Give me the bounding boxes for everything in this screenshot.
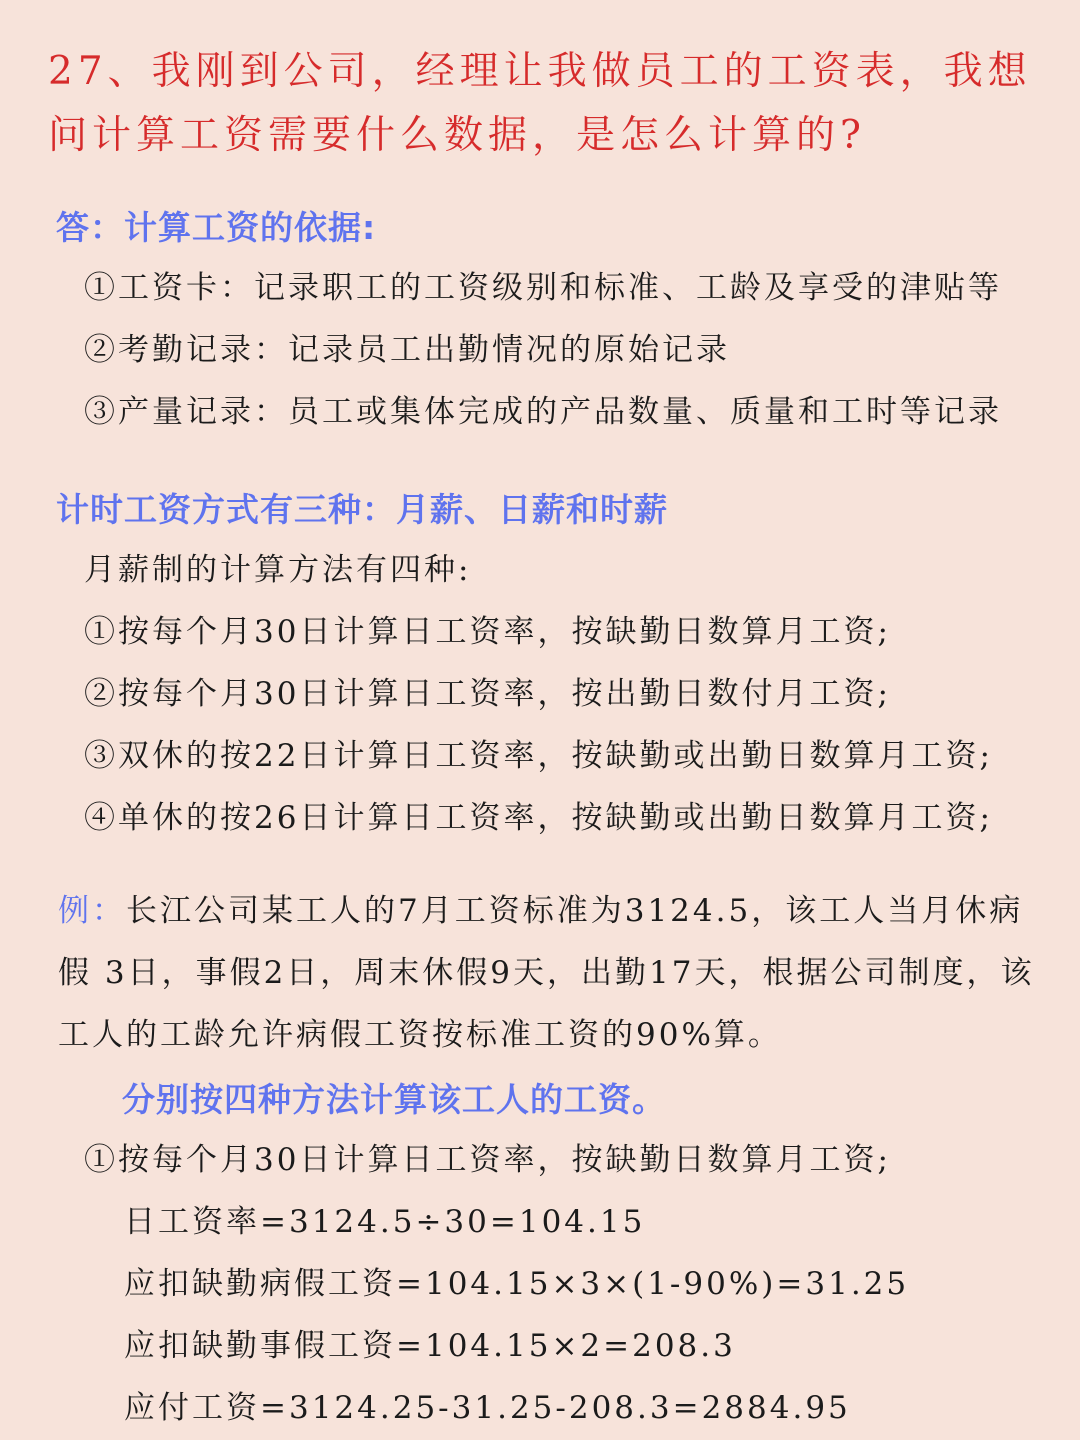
calc-daily-rate: 日工资率=3124.5÷30=104.15	[124, 1204, 646, 1240]
monthly-method-4: ④单休的按26日计算日工资率，按缺勤或出勤日数算月工资;	[84, 800, 993, 836]
example-paragraph	[58, 880, 1048, 1066]
monthly-method-1: ①按每个月30日计算日工资率，按缺勤日数算月工资;	[84, 614, 891, 650]
example-label: 例：	[58, 893, 126, 929]
calc-personal-leave-deduction: 应扣缺勤事假工资=104.15×2=208.3	[124, 1328, 736, 1364]
calc-payable-wage: 应付工资=3124.25-31.25-208.3=2884.95	[124, 1390, 851, 1426]
monthly-method-2: ②按每个月30日计算日工资率，按出勤日数付月工资;	[84, 676, 891, 712]
page-title: 27、我刚到公司，经理让我做员工的工资表，我想问计算工资需要什么数据，是怎么计算的?	[48, 49, 1032, 158]
basis-item-attendance: ②考勤记录：记录员工出勤情况的原始记录	[84, 332, 730, 368]
section-heading-basis: 答：计算工资的依据:	[56, 208, 377, 247]
calc-sick-leave-deduction: 应扣缺勤病假工资=104.15×3×(1-90%)=31.25	[124, 1266, 910, 1302]
monthly-method-3: ③双休的按22日计算日工资率，按缺勤或出勤日数算月工资;	[84, 738, 993, 774]
section-heading-calculation: 分别按四种方法计算该工人的工资。	[122, 1080, 666, 1119]
basis-item-salary-card: ①工资卡：记录职工的工资级别和标准、工龄及享受的津贴等	[84, 270, 1002, 306]
section-heading-time-wage: 计时工资方式有三种：月薪、日薪和时薪	[56, 490, 668, 529]
example-text: 长江公司某工人的7月工资标准为3124.5，该工人当月休病假 3日，事假2日，周末休假9天，出勤17天，根据公司制度，该工人的工龄允许病假工资按标准工资的90%算。	[58, 893, 1035, 1053]
calc-method-title: ①按每个月30日计算日工资率，按缺勤日数算月工资;	[84, 1142, 891, 1178]
basis-item-output: ③产量记录：员工或集体完成的产品数量、质量和工时等记录	[84, 394, 1002, 430]
monthly-methods-intro: 月薪制的计算方法有四种:	[84, 552, 472, 588]
